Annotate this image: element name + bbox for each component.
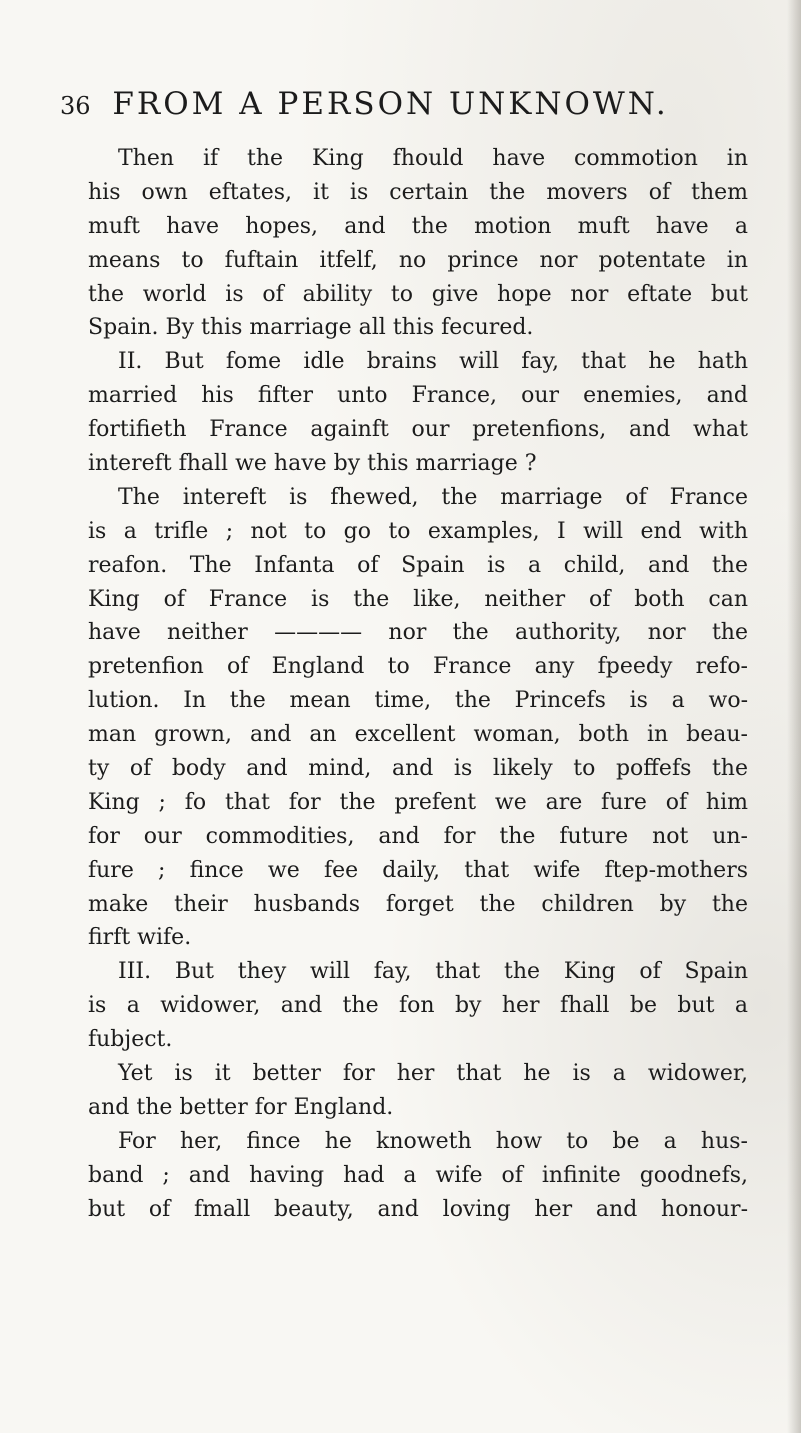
text-line: Then if the King fhould have commotion in: [118, 146, 748, 171]
page-edge-shadow: [787, 0, 801, 1433]
text-line: muft have hopes, and the motion muft have a: [88, 213, 748, 239]
text-line: make their husbands forget the children by the: [88, 891, 748, 917]
text-line: and the better for England.: [88, 1094, 394, 1120]
text-line: fure ; fince we fee daily, that wife ftep-mothers: [88, 857, 748, 883]
text-line: intereft fhall we have by this marriage ?: [88, 451, 537, 477]
text-line: have neither ———— nor the authority, nor the: [88, 620, 748, 646]
text-line: King ; fo that for the prefent we are fure of him: [88, 789, 748, 815]
text-line: for our commodities, and for the future not un-: [88, 823, 748, 849]
text-line: married his fifter unto France, our enemies, and: [88, 383, 748, 409]
page-number: 36: [60, 92, 91, 120]
text-line: Yet is it better for her that he is a widower,: [118, 1061, 748, 1087]
text-line: fortifieth France againft our pretenfions, and what: [88, 417, 748, 443]
text-line: but of fmall beauty, and loving her and honour-: [88, 1196, 748, 1222]
text-line: ty of body and mind, and is likely to poffefs the: [88, 756, 748, 782]
running-head: FROM A PERSON UNKNOWN.: [112, 86, 669, 122]
text-line: pretenfion of England to France any fpeedy refo-: [88, 654, 748, 680]
text-line: band ; and having had a wife of infinite goodnefs,: [88, 1162, 748, 1188]
page-header: [60, 86, 760, 130]
text-line: is a widower, and the fon by her fhall be but a: [88, 993, 748, 1019]
text-line: II. But fome idle brains will fay, that he hath: [118, 349, 748, 375]
text-line: man grown, and an excellent woman, both in beau-: [88, 722, 748, 748]
text-line: the world is of ability to give hope nor eftate but: [88, 281, 748, 307]
text-line: fubject.: [88, 1027, 173, 1053]
text-line: means to fuftain itfelf, no prince nor potentate in: [88, 247, 748, 273]
text-line: firft wife.: [88, 925, 192, 951]
text-line: III. But they will fay, that the King of Spain: [118, 959, 748, 985]
text-line: For her, fince he knoweth how to be a hus-: [118, 1128, 748, 1154]
text-line: is a trifle ; not to go to examples, I will end with: [88, 518, 748, 544]
text-line: reafon. The Infanta of Spain is a child, and the: [88, 552, 748, 578]
text-line: King of France is the like, neither of both can: [88, 586, 748, 612]
body-text: [88, 142, 748, 1227]
text-line: Spain. By this marriage all this fecured.: [88, 315, 534, 341]
text-line: his own eftates, it is certain the movers of them: [88, 179, 748, 205]
text-line: lution. In the mean time, the Princefs is a wo-: [88, 688, 748, 714]
text-line: The intereft is fhewed, the marriage of France: [118, 484, 748, 510]
